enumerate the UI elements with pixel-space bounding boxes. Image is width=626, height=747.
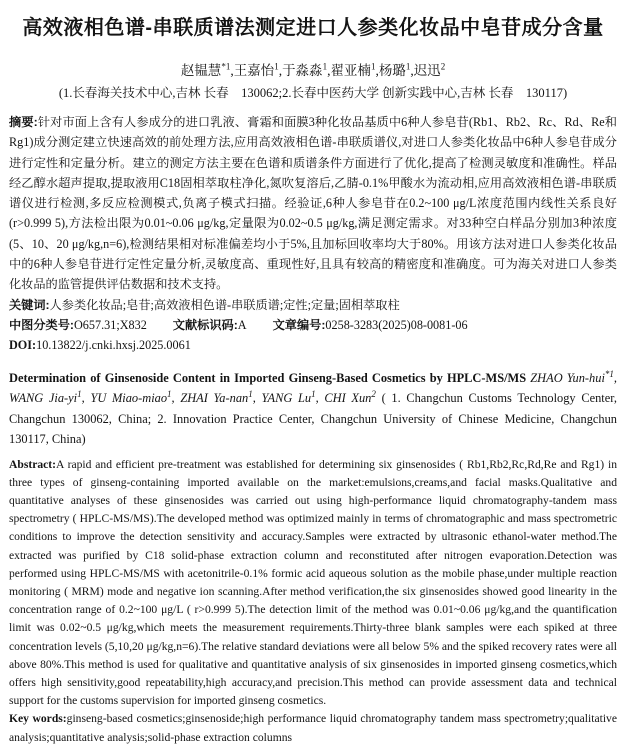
keywords-label-cn: 关键词: xyxy=(9,297,50,312)
author-name: YU Miao-miao xyxy=(90,391,168,406)
classification-line xyxy=(9,315,617,335)
english-section xyxy=(9,368,617,747)
keywords-text-cn: 人参类化妆品;皂苷;高效液相色谱-串联质谱;定性;定量;固相萃取柱 xyxy=(49,297,400,312)
author-en xyxy=(9,388,85,406)
author-en xyxy=(530,368,617,385)
author-en xyxy=(180,388,256,406)
abstract-label-en: Abstract: xyxy=(9,457,57,471)
author-separator: , xyxy=(375,63,379,78)
author-name: 杨璐 xyxy=(378,63,406,78)
abstract-cn xyxy=(9,112,617,295)
article-number-label: 文章编号: xyxy=(272,317,326,332)
paper-title-en: Determination of Ginsenoside Content in Imported Ginseng-Based Cosmetics by HPLC-MS/MS xyxy=(9,370,527,385)
keywords-text-en: ginseng-based cosmetics;ginsenoside;high performance liquid chromatography tandem mass spectrometry;qualitative analysis;quantitative analysis;solid-phase extraction columns xyxy=(9,712,617,744)
author-affil-marker: 1 xyxy=(167,388,172,399)
clc-number xyxy=(9,318,147,332)
author-name: ZHAO Yun-hui xyxy=(530,370,605,385)
author-cn xyxy=(330,63,378,78)
author-affil-marker: 1 xyxy=(370,61,376,72)
author-cn xyxy=(282,63,330,78)
abstract-text-cn: 针对市面上含有人参成分的进口乳液、膏霜和面膜3种化妆品基质中6种人参皂苷(Rb1、Rb2、Rc、Rd、Re和Rg1)成分测定建立快速高效的前处理方法,应用高效液相色谱-串联质谱仪,对进口人参类化妆品中6种人参皂苷成分进行定性和定量分析。建立的测定方法主要在色谱和质谱条件方面进行了优化,提高了检测灵敏度和准确性。样品经乙醇水超声提取,提取液用C18固相萃取柱净化,氮吹复溶后,乙腈-0.1%甲酸水为流动相,应用高效液相色谱-串联质谱仪进行检测,多反应检测模式,负离子模式扫描。经验证,6种人参皂苷在0.2~100 μg/L浓度范围内线性关系良好(r>0.999 5),方法检出限为0.01~0.06 μg/kg,定量限为0.02~0.5 μg/kg,满足测定需求。对33种空白样品分别加3种浓度(5、10、20 μg/kg,n=6),检测结果相对标准偏差均小于5%,且加标回收率均大于80%。用该方法对进口人参类化妆品中的6种人参皂苷进行定性定量分析,灵敏度高、重现性好,且具有较高的精密度和准确度。可为海关对进口人参类化妆品的监管提供评估数据和技术支持。 xyxy=(9,115,617,292)
author-separator: , xyxy=(327,63,331,78)
document-code xyxy=(173,318,247,332)
author-cn xyxy=(379,63,414,78)
doi-value: 10.13822/j.cnki.hxsj.2025.0061 xyxy=(36,338,191,353)
author-name: 王嘉怡 xyxy=(233,63,275,78)
author-separator: , xyxy=(613,370,617,385)
clc-value: O657.31;X832 xyxy=(74,317,147,332)
author-name: YANG Lu xyxy=(261,391,312,406)
author-affil-marker: 1 xyxy=(322,61,328,72)
author-affil-marker: 1 xyxy=(405,61,411,72)
author-separator: , xyxy=(278,63,283,78)
author-cn xyxy=(181,63,234,78)
paper-title-cn: 高效液相色谱-串联质谱法测定进口人参类化妆品中皂苷成分含量 xyxy=(22,17,604,39)
keywords-cn xyxy=(9,295,617,315)
author-affil-marker: 1 xyxy=(77,388,82,399)
author-en xyxy=(324,388,376,406)
authors-cn xyxy=(9,63,617,79)
author-affil-marker: 2 xyxy=(371,388,376,399)
author-name: WANG Jia-yi xyxy=(9,391,78,406)
author-name: ZHAI Ya-nan xyxy=(180,391,249,406)
abstract-text-en: A rapid and efficient pre-treatment was established for determining six ginsenosides ( Rb1,Rb2,Rc,Rd,Re and Rg1) in three types of ginseng-containing imported available on the market:emulsions,creams,and facial masks.Qualitative and quantitative analyses of these ginsenosides was carried out using high-performance liquid chromatography-tandem mass spectrometry ( HPLC-MS/MS).The developed method was optimized mainly in terms of chromatographic and mass spectrometric conditions to improve the detection sensitivity and accuracy.Samples were extracted by ultrasonic ethanol-water method.The extracted was purified by C18 solid-phase extraction column and reconstituted after nitrogen evaporation.Detection was performed using HPLC-MS/MS with acetonitrile-0.1% formic acid aqueous solution as the mobile phase,under multiple reaction monitoring ( MRM) mode and negative ion scanning.After method verification,the six ginsenosides showed good linearity in the concentration range of 0.2~100 μg/L ( r>0.999 5).The detection limit of the method was 0.01~0.06 μg/kg,and the quantification limit was 0.02~0.5 μg/kg,which meets the measurement requirements.Thirty-three blank samples were each spiked at three concentration levels (5,10,20 μg/kg,n=6).The relative standard deviations were all below 5% and the spiked recovery rates were all above 80%.This method is used for qualitative and quantitative analysis of six ginsenosides in imported ginseng cosmetics,which offers high sensitivity,good repeatability,high accuracy,and precision.This method can provide assessment data and technical support for the customs supervision for imported ginseng cosmetics. xyxy=(9,457,618,708)
author-separator: , xyxy=(315,391,319,406)
author-separator: , xyxy=(410,63,414,78)
clc-label: 中图分类号: xyxy=(9,317,74,332)
document-code-value: A xyxy=(237,317,247,332)
affiliation-en: ( 1. Changchun Customs Technology Center, Changchun 130062, China; 2. Innovation Practice Center, Changchun University of Chinese Medicine, Changchun 130117, China) xyxy=(9,391,617,447)
english-title-paragraph xyxy=(9,368,617,450)
author-cn xyxy=(414,63,446,78)
author-cn xyxy=(234,63,282,78)
author-name: 于淼淼 xyxy=(282,63,323,78)
keywords-label-en: Key words: xyxy=(9,712,67,726)
author-affil-marker: *1 xyxy=(604,368,614,379)
affiliation-cn: (1.长春海关技术中心,吉林 长春 130062;2.长春中医药大学 创新实践中心,吉林 长春 130117) xyxy=(58,86,568,100)
author-name: 迟迅 xyxy=(413,63,441,78)
author-en xyxy=(261,388,319,406)
author-name: 翟亚楠 xyxy=(330,63,371,78)
author-affil-marker: 2 xyxy=(440,61,446,72)
doi-label: DOI: xyxy=(9,338,37,353)
author-affil-marker: *1 xyxy=(221,61,231,72)
abstract-label-cn: 摘要: xyxy=(9,115,38,129)
author-affil-marker: 1 xyxy=(248,388,253,399)
author-separator: , xyxy=(171,391,175,406)
author-separator: , xyxy=(81,391,85,406)
document-code-label: 文献标识码: xyxy=(172,317,238,332)
article-number xyxy=(273,318,468,332)
doi-line xyxy=(9,335,617,355)
author-name: 赵韫慧 xyxy=(180,63,222,78)
author-affil-marker: 1 xyxy=(311,388,316,399)
author-en xyxy=(90,388,175,406)
author-affil-marker: 1 xyxy=(274,61,279,72)
author-name: CHI Xun xyxy=(324,391,372,406)
abstract-en xyxy=(9,456,617,711)
article-number-value: 0258-3283(2025)08-0081-06 xyxy=(325,317,468,332)
author-separator: , xyxy=(252,391,256,406)
keywords-en xyxy=(9,710,617,746)
author-separator: , xyxy=(230,63,234,78)
